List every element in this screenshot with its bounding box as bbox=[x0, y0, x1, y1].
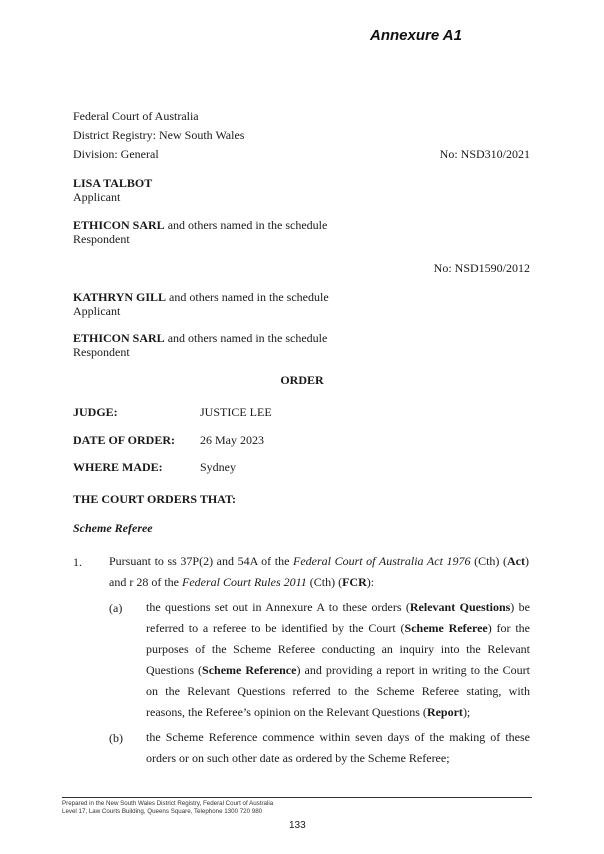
division: Division: General bbox=[73, 147, 159, 161]
registry: District Registry: New South Wales bbox=[73, 128, 245, 142]
respondent-role-1: Respondent bbox=[73, 232, 130, 246]
sub-a-text bbox=[146, 597, 530, 723]
party-applicant-1 bbox=[73, 176, 152, 190]
court-orders-heading: THE COURT ORDERS THAT: bbox=[73, 492, 237, 506]
sub-a-line-5: on the Relevant Questions referred to the Scheme Referee stating, with bbox=[146, 684, 530, 698]
respondent-role-2: Respondent bbox=[73, 345, 130, 359]
sub-a-line-1: the questions set out in Annexure A to these orders (Relevant Questions) be bbox=[146, 600, 531, 614]
where-value: Sydney bbox=[200, 460, 236, 474]
respondent-name-2: ETHICON SARL bbox=[73, 331, 165, 345]
order-heading: ORDER bbox=[280, 373, 324, 387]
party-respondent-1 bbox=[73, 218, 327, 232]
page-number: 133 bbox=[289, 820, 306, 831]
party-applicant-2 bbox=[73, 290, 329, 304]
respondent-suffix-2: and others named in the schedule bbox=[164, 331, 328, 345]
case-number-1: No: NSD310/2021 bbox=[439, 147, 530, 161]
party-respondent-2 bbox=[73, 331, 327, 345]
footer-line-1: Prepared in the New South Wales District Registry, Federal Court of Australia bbox=[62, 800, 274, 807]
sub-a-line-3: purposes of the Scheme Referee conducting an inquiry into the Relevant bbox=[146, 642, 530, 656]
sub-b-line-2: orders or on such other date as ordered by the Scheme Referee; bbox=[146, 751, 450, 765]
sub-a-line-4: Questions (Scheme Reference) and providing a report in writing to the Court bbox=[146, 663, 531, 677]
sub-a-line-2: referred to a referee to be identified by the Court (Scheme Referee) for the bbox=[146, 621, 530, 635]
applicant-suffix-2: and others named in the schedule bbox=[166, 290, 329, 304]
date-label: DATE OF ORDER: bbox=[73, 433, 175, 447]
respondent-suffix-1: and others named in the schedule bbox=[164, 218, 328, 232]
order-1-text bbox=[109, 551, 529, 593]
annexure-label: Annexure A1 bbox=[370, 27, 462, 44]
date-value: 26 May 2023 bbox=[200, 433, 264, 447]
sub-a-line-6: reasons, the Referee’s opinion on the Relevant Questions (Report); bbox=[146, 705, 471, 719]
applicant-name-2: KATHRYN GILL bbox=[73, 290, 167, 304]
order-1-line-1: Pursuant to ss 37P(2) and 54A of the Federal Court of Australia Act 1976 (Cth) (Act) bbox=[109, 554, 529, 568]
where-label: WHERE MADE: bbox=[73, 460, 163, 474]
court-name: Federal Court of Australia bbox=[73, 109, 199, 123]
sub-b-label: (b) bbox=[109, 731, 123, 745]
order-number-1: 1. bbox=[73, 555, 82, 569]
footer-line-2: Level 17, Law Courts Building, Queens Square, Telephone 1300 720 980 bbox=[62, 808, 263, 815]
sub-a-label: (a) bbox=[109, 601, 123, 615]
applicant-role-1: Applicant bbox=[73, 190, 121, 204]
sub-b-line-1: the Scheme Reference commence within seven days of the making of these bbox=[146, 730, 530, 744]
order-1-line-2: and r 28 of the Federal Court Rules 2011 (Cth) (FCR): bbox=[109, 575, 375, 589]
judge-value: JUSTICE LEE bbox=[200, 405, 272, 419]
section-heading: Scheme Referee bbox=[73, 521, 153, 535]
applicant-role-2: Applicant bbox=[73, 304, 121, 318]
judge-label: JUDGE: bbox=[73, 405, 118, 419]
sub-b-text bbox=[146, 727, 530, 769]
respondent-name-1: ETHICON SARL bbox=[73, 218, 165, 232]
footer-divider bbox=[62, 797, 532, 798]
applicant-name-1: LISA TALBOT bbox=[73, 176, 153, 190]
case-number-2: No: NSD1590/2012 bbox=[433, 261, 530, 275]
